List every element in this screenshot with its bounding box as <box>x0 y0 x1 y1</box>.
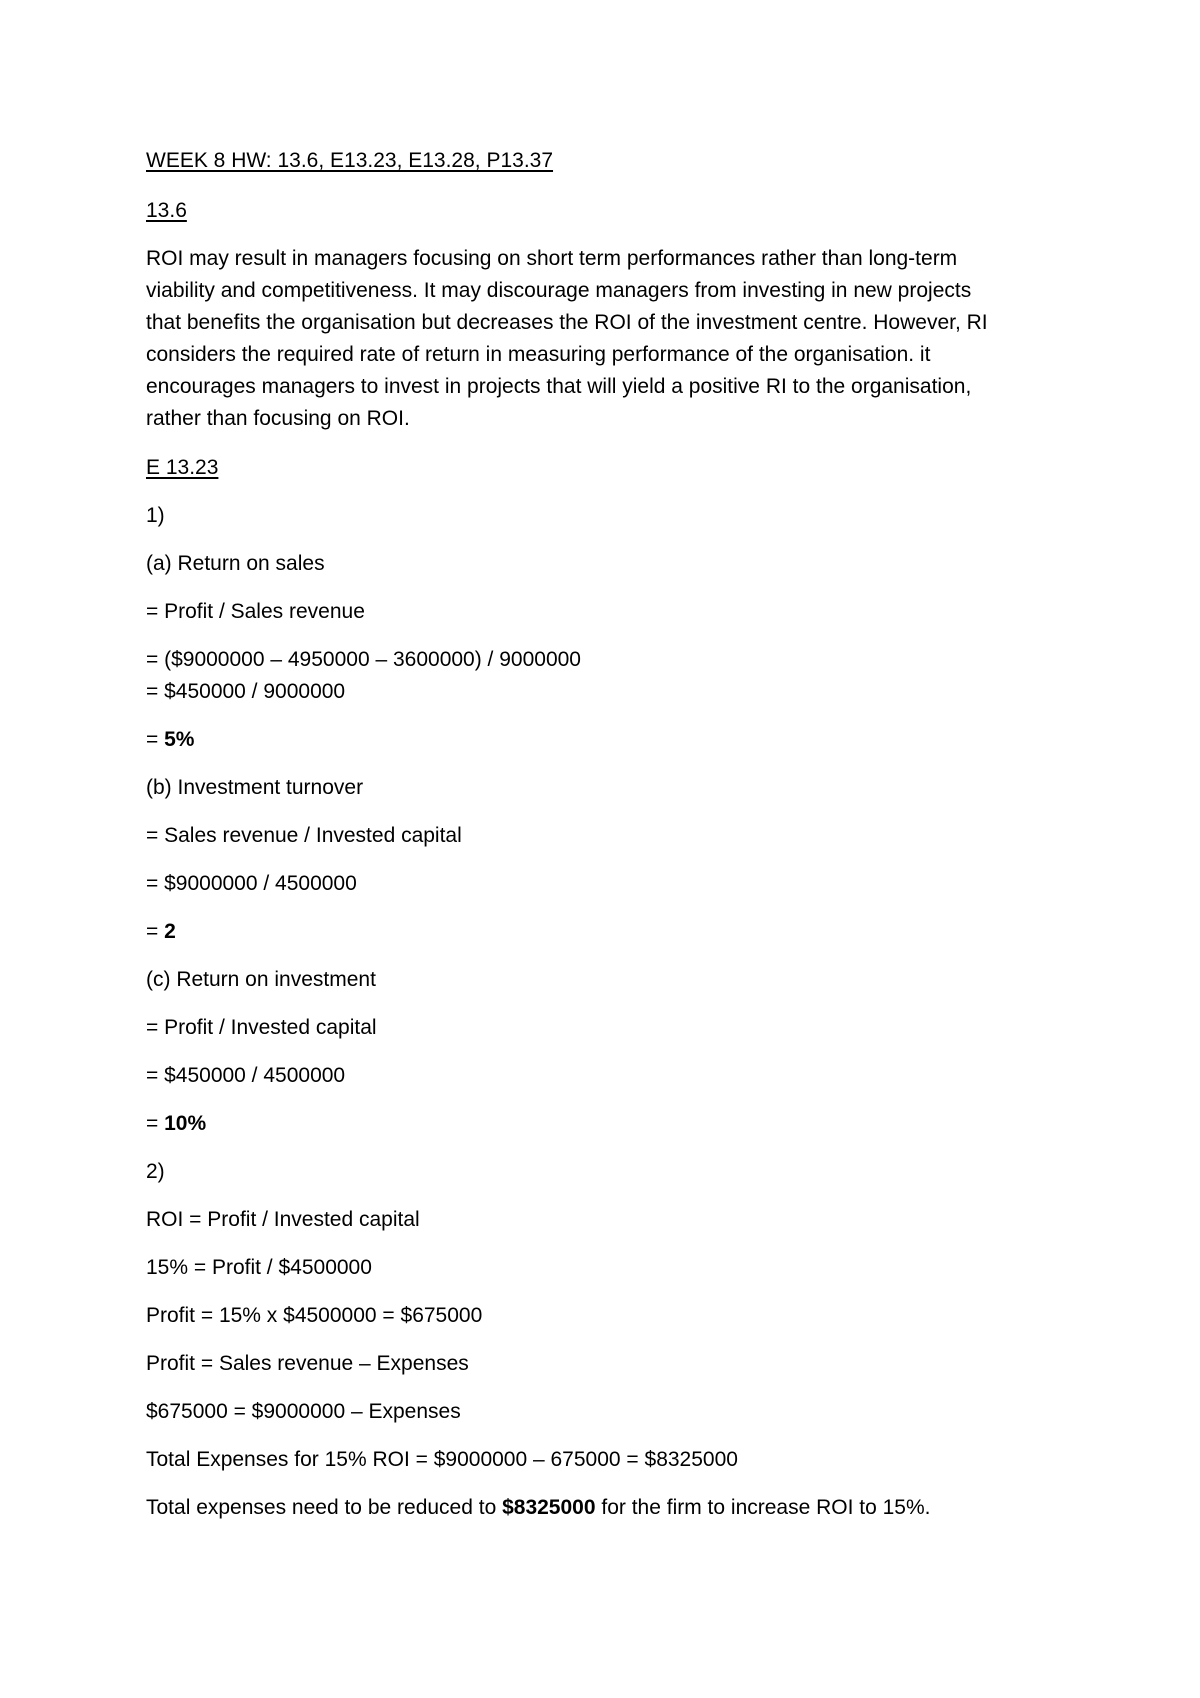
paragraph-line: ROI may result in managers focusing on short term performances rather than long-term <box>146 247 958 270</box>
section-heading-e13-23: E 13.23 <box>146 456 219 479</box>
working-line: ROI = Profit / Invested capital <box>146 1208 420 1231</box>
part-c-result-value: 10% <box>164 1112 207 1135</box>
part-b-result: = 2 <box>146 920 176 943</box>
paragraph-line: viability and competitiveness. It may discourage managers from investing in new projects <box>146 279 972 302</box>
working-line: $675000 = $9000000 – Expenses <box>146 1400 461 1423</box>
paragraph-line: that benefits the organisation but decreases the ROI of the investment centre. However, RI <box>146 311 988 334</box>
part-a-result: = 5% <box>146 728 195 751</box>
part-a-formula: = Profit / Sales revenue <box>146 600 365 623</box>
working-line: 15% = Profit / $4500000 <box>146 1256 372 1279</box>
working-line: Profit = 15% x $4500000 = $675000 <box>146 1304 483 1327</box>
part-a-calculation: = ($9000000 – 4950000 – 3600000) / 9000000 <box>146 648 581 671</box>
part-c-label: (c) Return on investment <box>146 968 376 991</box>
part-a-calculation-2: = $450000 / 9000000 <box>146 680 346 703</box>
part-b-calculation: = $9000000 / 4500000 <box>146 872 357 895</box>
section-heading-13-6: 13.6 <box>146 199 187 222</box>
working-line: Profit = Sales revenue – Expenses <box>146 1352 469 1375</box>
conclusion-amount: $8325000 <box>502 1496 596 1519</box>
paragraph-line: rather than focusing on ROI. <box>146 407 410 430</box>
part-b-result-value: 2 <box>164 920 176 943</box>
paragraph-line: encourages managers to invest in projects that will yield a positive RI to the organisation, <box>146 375 972 398</box>
part-b-formula: = Sales revenue / Invested capital <box>146 824 462 847</box>
part-c-formula: = Profit / Invested capital <box>146 1016 377 1039</box>
part-b-label: (b) Investment turnover <box>146 776 364 799</box>
page-header: WEEK 8 HW: 13.6, E13.23, E13.28, P13.37 <box>146 149 554 172</box>
conclusion-line: Total expenses need to be reduced to $8325000 for the firm to increase ROI to 15%. <box>146 1496 931 1519</box>
paragraph-line: considers the required rate of return in measuring performance of the organisation. it <box>146 343 931 366</box>
part-c-result: = 10% <box>146 1112 207 1135</box>
part-a-label: (a) Return on sales <box>146 552 325 575</box>
question-number-1: 1) <box>146 504 165 527</box>
working-line: Total Expenses for 15% ROI = $9000000 – 675000 = $8325000 <box>146 1448 738 1471</box>
question-number-2: 2) <box>146 1160 165 1183</box>
part-a-result-value: 5% <box>164 728 195 751</box>
part-c-calculation: = $450000 / 4500000 <box>146 1064 346 1087</box>
